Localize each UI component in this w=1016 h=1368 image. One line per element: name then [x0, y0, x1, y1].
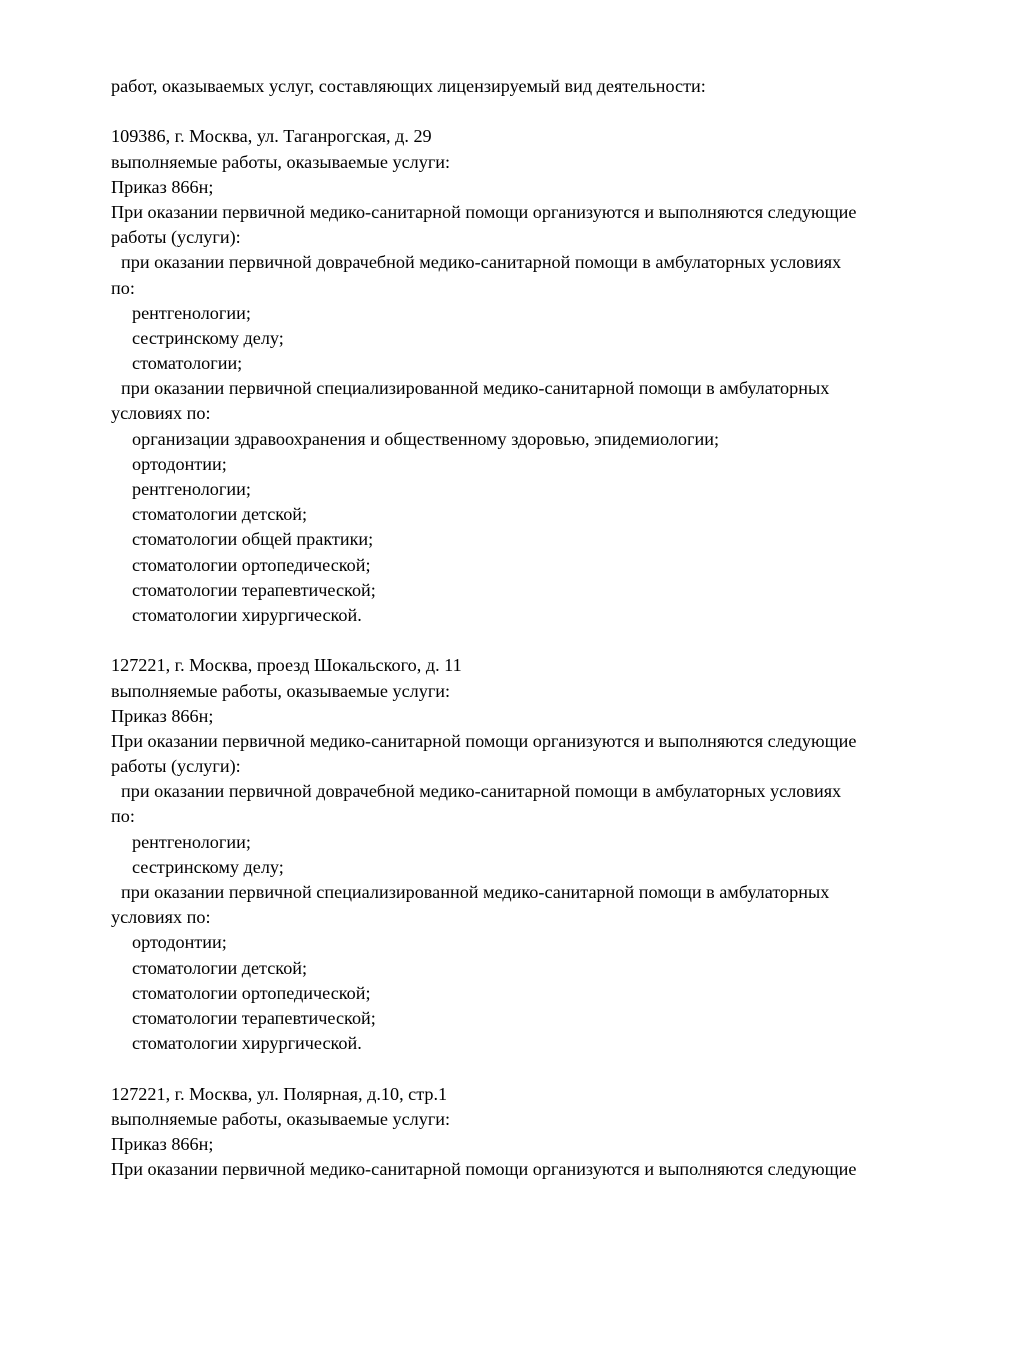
- address-block: [111, 124, 991, 628]
- list-item: сестринскому делу;: [132, 856, 284, 877]
- list-item: рентгенологии;: [132, 302, 251, 323]
- prevrach-heading: при оказании первичной доврачебной медико-санитарной помощи в амбулаторных условиях: [121, 781, 842, 802]
- spec-heading: при оказании первичной специализированной медико-санитарной помощи в амбулаторных: [121, 882, 830, 902]
- list-item: ортодонтии;: [132, 932, 227, 953]
- spacer: [111, 1056, 991, 1081]
- address-block: [111, 1082, 991, 1183]
- pmsp-line: При оказании первичной медико-санитарной помощи организуются и выполняются следующие: [111, 201, 857, 222]
- order: Приказ 866н;: [111, 705, 214, 726]
- list-item: рентгенологии;: [132, 831, 251, 852]
- works-label: выполняемые работы, оказываемые услуги:: [111, 680, 451, 701]
- document-page: [111, 74, 991, 1182]
- prevrach-heading: по:: [111, 806, 135, 827]
- list-item: стоматологии ортопедической;: [132, 554, 371, 575]
- works-label: выполняемые работы, оказываемые услуги:: [111, 151, 451, 172]
- order: Приказ 866н;: [111, 176, 214, 197]
- list-item: стоматологии хирургической.: [132, 604, 362, 625]
- prevrach-heading: по:: [111, 277, 135, 298]
- spec-heading: условиях по:: [111, 403, 211, 424]
- pmsp-line: При оказании первичной медико-санитарной помощи организуются и выполняются следующие: [111, 730, 857, 751]
- pmsp-line: работы (услуги):: [111, 227, 241, 248]
- list-item: стоматологии терапевтической;: [132, 579, 376, 600]
- list-item: стоматологии;: [132, 353, 243, 374]
- list-item: стоматологии общей практики;: [132, 529, 374, 550]
- address: 109386, г. Москва, ул. Таганрогская, д. 29: [111, 126, 432, 147]
- order: Приказ 866н;: [111, 1133, 214, 1154]
- address: 127221, г. Москва, проезд Шокальского, д. 11: [111, 655, 462, 676]
- list-item: стоматологии хирургической.: [132, 1033, 362, 1054]
- prevrach-heading: при оказании первичной доврачебной медико-санитарной помощи в амбулаторных условиях: [121, 252, 842, 273]
- list-item: сестринскому делу;: [132, 327, 284, 348]
- list-item: стоматологии детской;: [132, 957, 308, 978]
- list-item: ортодонтии;: [132, 453, 227, 474]
- list-item: рентгенологии;: [132, 479, 251, 499]
- address-block: [111, 653, 991, 1056]
- list-item: организации здравоохранения и общественному здоровью, эпидемиологии;: [132, 428, 719, 449]
- pmsp-line: работы (услуги):: [111, 756, 241, 777]
- list-item: стоматологии детской;: [132, 504, 308, 525]
- spacer: [111, 99, 991, 124]
- list-item: стоматологии ортопедической;: [132, 982, 371, 1003]
- spec-heading: условиях по:: [111, 907, 211, 928]
- spacer: [111, 628, 991, 653]
- address: 127221, г. Москва, ул. Полярная, д.10, стр.1: [111, 1083, 448, 1104]
- spec-heading: при оказании первичной специализированной медико-санитарной помощи в амбулаторных: [121, 378, 830, 399]
- works-label: выполняемые работы, оказываемые услуги:: [111, 1108, 451, 1129]
- list-item: стоматологии терапевтической;: [132, 1007, 376, 1028]
- pmsp-line: При оказании первичной медико-санитарной помощи организуются и выполняются следующие: [111, 1159, 857, 1180]
- intro-line: работ, оказываемых услуг, составляющих лицензируемый вид деятельности:: [111, 76, 706, 96]
